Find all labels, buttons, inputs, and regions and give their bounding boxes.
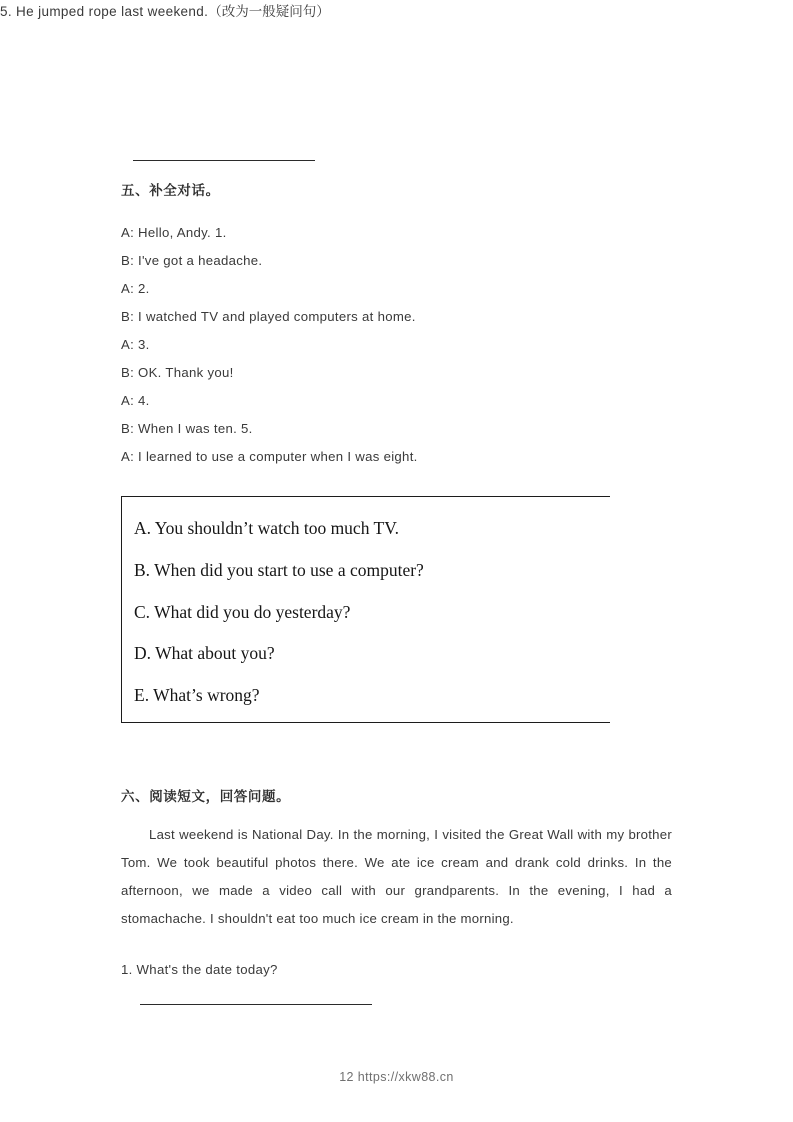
dialogue-line: B: I've got a headache. xyxy=(121,253,263,268)
page-footer: 12 https://xkw88.cn xyxy=(339,1070,454,1084)
passage-question-1: 1. What's the date today? xyxy=(121,962,278,977)
question-5-line xyxy=(0,0,793,20)
dialogue-line: A: 4. xyxy=(121,393,150,408)
options-list xyxy=(134,508,610,717)
option-item-e: E. What’s wrong? xyxy=(134,685,260,706)
dialogue-line: A: 3. xyxy=(121,337,150,352)
dialogue-block xyxy=(121,219,418,471)
section-five-heading: 五、补全对话。 xyxy=(121,183,220,199)
reading-passage: Last weekend is National Day. In the morning, I visited the Great Wall with my brother Tom. We took beautiful photos there. We ate ice cream and drank cold drinks. In the afternoon, we made a video call with our grandparents. In the evening, I had a stomachache. I shouldn't eat too much ice cream in the morning. xyxy=(121,827,672,926)
question-5-instruction: （改为一般疑问句） xyxy=(208,4,330,20)
options-box xyxy=(121,496,610,723)
answer-blank-line-1[interactable] xyxy=(133,160,315,161)
question-5-text: 5. He jumped rope last weekend. xyxy=(0,4,209,19)
answer-blank-line-2[interactable] xyxy=(140,1004,372,1005)
option-item-a: A. You shouldn’t watch too much TV. xyxy=(134,518,399,538)
dialogue-line: B: I watched TV and played computers at home. xyxy=(121,309,416,324)
dialogue-line: A: I learned to use a computer when I was eight. xyxy=(121,449,418,464)
dialogue-line: A: 2. xyxy=(121,281,150,296)
option-item-c: C. What did you do yesterday? xyxy=(134,601,351,622)
dialogue-line: A: Hello, Andy. 1. xyxy=(121,225,227,240)
option-item-d: D. What about you? xyxy=(134,643,275,664)
dialogue-line: B: OK. Thank you! xyxy=(121,365,234,380)
option-item-b: B. When did you start to use a computer? xyxy=(134,559,424,580)
dialogue-line: B: When I was ten. 5. xyxy=(121,421,253,436)
section-six-heading: 六、阅读短文，回答问题。 xyxy=(121,789,291,805)
